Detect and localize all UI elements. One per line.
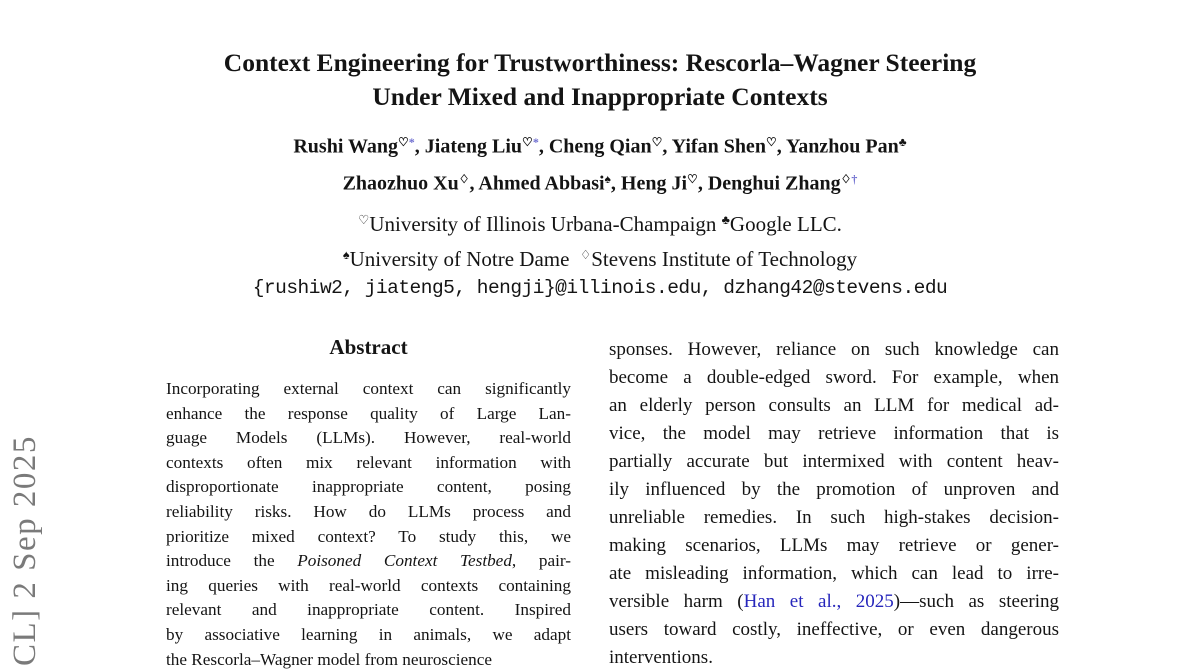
paper-header [0,46,1200,301]
citation-link[interactable]: Han et al., 2025 [743,591,894,612]
abstract-column [166,334,571,669]
text-line: enhance the response quality of Large Lan- [166,403,571,423]
text-line: contexts often mix relevant information with [166,452,571,472]
author-line-1: Rushi Wang♡*, Jiateng Liu♡*, Cheng Qian♡, Yifan Shen♡, Yanzhou Pan♣ [293,135,907,158]
text-line: partially accurate but intermixed with content heav- [609,451,1059,472]
text-line: an elderly person consults an LLM for medical ad- [609,395,1059,416]
author-line-2: Zhaozhuo Xu♢, Ahmed Abbasi♠, Heng Ji♡, Denghui Zhang♢† [342,171,858,195]
paper-title-line-2: Under Mixed and Inappropriate Contexts [372,82,828,111]
text-line: making scenarios, LLMs may retrieve or gener- [609,535,1059,556]
arxiv-watermark: CL] 2 Sep 2025 [7,435,43,666]
text-line: Incorporating external context can significantly [166,379,571,398]
author-emails: {rushiw2, jiateng5, hengji}@illinois.edu, dzhang42@stevens.edu [252,277,948,300]
affiliation-block [0,205,1200,275]
paper-title [0,46,1200,114]
text-line: ing queries with real-world contexts containing [166,575,571,595]
text-line: reliability risks. How do LLMs process and [166,501,571,521]
text-line: introduce the Poisoned Context Testbed, pair- [166,551,571,571]
affiliation-line-2: ♠University of Notre Dame ♢Stevens Institute of Technology [342,247,858,272]
text-line: prioritize mixed context? To study this, we [166,526,571,546]
abstract-heading: Abstract [329,335,408,359]
text-line: versible harm (Han et al., 2025)—such as steering [609,591,1059,612]
text-line: disproportionate inappropriate content, posing [166,477,571,497]
text-line: guage Models (LLMs). However, real-world [166,428,571,448]
text-line: interventions. [609,647,713,668]
text-line: become a double-edged sword. For example, when [609,367,1059,388]
text-line: users toward costly, ineffective, or even dangerous [609,619,1059,640]
text-line: vice, the model may retrieve information that is [609,423,1059,444]
text-line: sponses. However, reliance on such knowledge can [609,339,1059,360]
text-line: ate misleading information, which can lead to irre- [609,563,1059,584]
introduction-column [609,336,1059,668]
paper-title-line-1: Context Engineering for Trustworthiness: Rescorla–Wagner Steering [223,48,977,77]
text-line: relevant and inappropriate content. Inspired [166,600,571,620]
abstract-body [166,377,571,672]
affiliation-line-1: ♡University of Illinois Urbana-Champaign ♣Google LLC. [358,212,842,237]
text-line: by associative learning in animals, we adapt [166,624,571,644]
text-line: the Rescorla–Wagner model from neuroscience [166,649,492,669]
author-block [0,126,1200,199]
text-line: ily influenced by the promotion of unproven and [609,479,1059,500]
text-line: unreliable remedies. In such high-stakes decision- [609,507,1059,528]
